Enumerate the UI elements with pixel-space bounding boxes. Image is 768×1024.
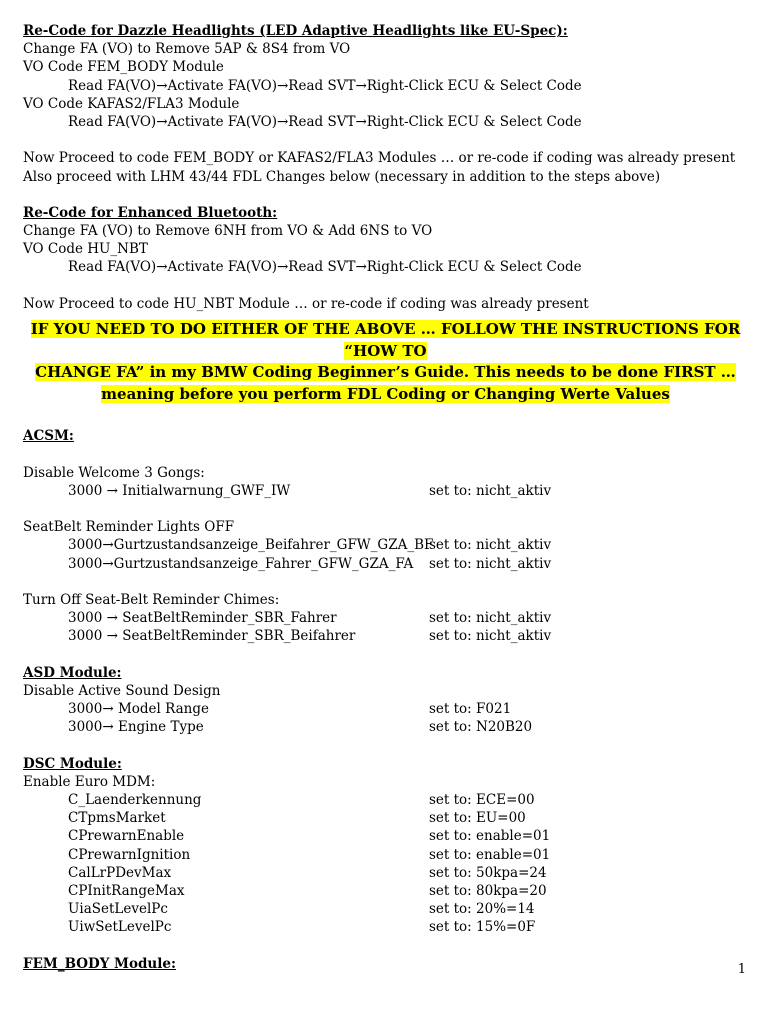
setting-param: CPInitRangeMax: [68, 882, 185, 899]
setting-param: 3000 → Initialwarnung_GWF_IW: [68, 482, 291, 499]
setting-param: 3000→ Model Range: [68, 701, 209, 717]
group-title: Disable Welcome 3 Gongs:: [23, 464, 205, 481]
setting-value: set to: 15%=0F: [429, 919, 536, 936]
setting-value: set to: ECE=00: [429, 791, 535, 808]
group-title: Enable Euro MDM:: [23, 773, 156, 790]
section-heading-asd: ASD Module:: [23, 664, 122, 681]
setting-row: [23, 882, 748, 900]
setting-row: [23, 918, 748, 936]
document-body: [23, 22, 748, 973]
setting-row: [23, 864, 748, 882]
setting-row: [23, 809, 748, 827]
setting-value: set to: 20%=14: [429, 901, 535, 918]
setting-value: set to: EU=00: [429, 810, 526, 827]
setting-value: set to: nicht_aktiv: [429, 482, 552, 499]
text-line: VO Code KAFAS2/FLA3 Module: [23, 95, 240, 112]
setting-param: 3000 → SeatBeltReminder_SBR_Fahrer: [68, 610, 337, 627]
setting-param: UiaSetLevelPc: [68, 901, 168, 918]
setting-value: set to: 50kpa=24: [429, 864, 547, 881]
setting-param: 3000→Gurtzustandsanzeige_Beifahrer_GFW_GZA_BF: [68, 537, 434, 554]
setting-row: [23, 900, 748, 918]
group-title: SeatBelt Reminder Lights OFF: [23, 519, 235, 536]
text-line: Read FA(VO)→Activate FA(VO)→Read SVT→Right-Click ECU & Select Code: [68, 113, 582, 130]
text-line: VO Code FEM_BODY Module: [23, 59, 224, 76]
setting-value: set to: nicht_aktiv: [429, 537, 552, 554]
setting-value: set to: enable=01: [429, 828, 551, 845]
setting-value: set to: nicht_aktiv: [429, 628, 552, 645]
setting-param: UiwSetLevelPc: [68, 919, 172, 936]
section-heading-fem-body: FEM_BODY Module:: [23, 955, 176, 972]
text-line: Also proceed with LHM 43/44 FDL Changes below (necessary in addition to the steps above): [23, 168, 661, 185]
setting-row: [23, 718, 748, 736]
setting-row: [23, 846, 748, 864]
setting-row: [23, 827, 748, 845]
group-title: Turn Off Seat-Belt Reminder Chimes:: [23, 591, 280, 608]
page-number: 1: [737, 962, 746, 977]
setting-param: 3000→ Engine Type: [68, 719, 204, 736]
text-line: Now Proceed to code HU_NBT Module … or re-code if coding was already present: [23, 295, 589, 312]
text-line: Now Proceed to code FEM_BODY or KAFAS2/FLA3 Modules … or re-code if coding was already present: [23, 150, 736, 167]
setting-value: set to: nicht_aktiv: [429, 555, 552, 572]
setting-row: [23, 627, 748, 645]
setting-row: [23, 482, 748, 500]
section-heading-bluetooth: Re-Code for Enhanced Bluetooth:: [23, 204, 278, 221]
group-title: Disable Active Sound Design: [23, 682, 221, 699]
text-line: Change FA (VO) to Remove 6NH from VO & Add 6NS to VO: [23, 223, 433, 240]
setting-value: set to: 80kpa=20: [429, 882, 547, 899]
section-heading-dazzle-headlights: Re-Code for Dazzle Headlights (LED Adaptive Headlights like EU-Spec):: [23, 23, 568, 39]
setting-param: CalLrPDevMax: [68, 864, 172, 881]
setting-row: [23, 555, 748, 573]
setting-row: [23, 536, 748, 554]
setting-value: set to: F021: [429, 701, 512, 717]
setting-param: CPrewarnIgnition: [68, 846, 191, 863]
warning-line: IF YOU NEED TO DO EITHER OF THE ABOVE … FOLLOW THE INSTRUCTIONS FOR “HOW TO: [30, 320, 741, 360]
text-line: Read FA(VO)→Activate FA(VO)→Read SVT→Right-Click ECU & Select Code: [68, 259, 582, 276]
section-heading-acsm: ACSM:: [23, 428, 74, 445]
setting-param: CTpmsMarket: [68, 810, 166, 827]
text-line: Change FA (VO) to Remove 5AP & 8S4 from VO: [23, 41, 351, 58]
setting-param: 3000 → SeatBeltReminder_SBR_Beifahrer: [68, 628, 356, 645]
setting-row: [23, 609, 748, 627]
highlighted-warning: [23, 319, 748, 405]
setting-value: set to: nicht_aktiv: [429, 610, 552, 627]
setting-value: set to: N20B20: [429, 719, 533, 736]
warning-line: CHANGE FA” in my BMW Coding Beginner’s Guide. This needs to be done FIRST …: [35, 363, 736, 381]
text-line: VO Code HU_NBT: [23, 241, 148, 258]
text-line: Read FA(VO)→Activate FA(VO)→Read SVT→Right-Click ECU & Select Code: [68, 77, 582, 94]
section-heading-dsc: DSC Module:: [23, 755, 122, 772]
setting-param: 3000→Gurtzustandsanzeige_Fahrer_GFW_GZA_FA: [68, 555, 414, 572]
setting-param: C_Laenderkennung: [68, 791, 202, 808]
setting-row: [23, 700, 748, 718]
setting-param: CPrewarnEnable: [68, 828, 185, 845]
setting-value: set to: enable=01: [429, 846, 551, 863]
setting-row: [23, 791, 748, 809]
warning-line: meaning before you perform FDL Coding or Changing Werte Values: [101, 384, 670, 403]
